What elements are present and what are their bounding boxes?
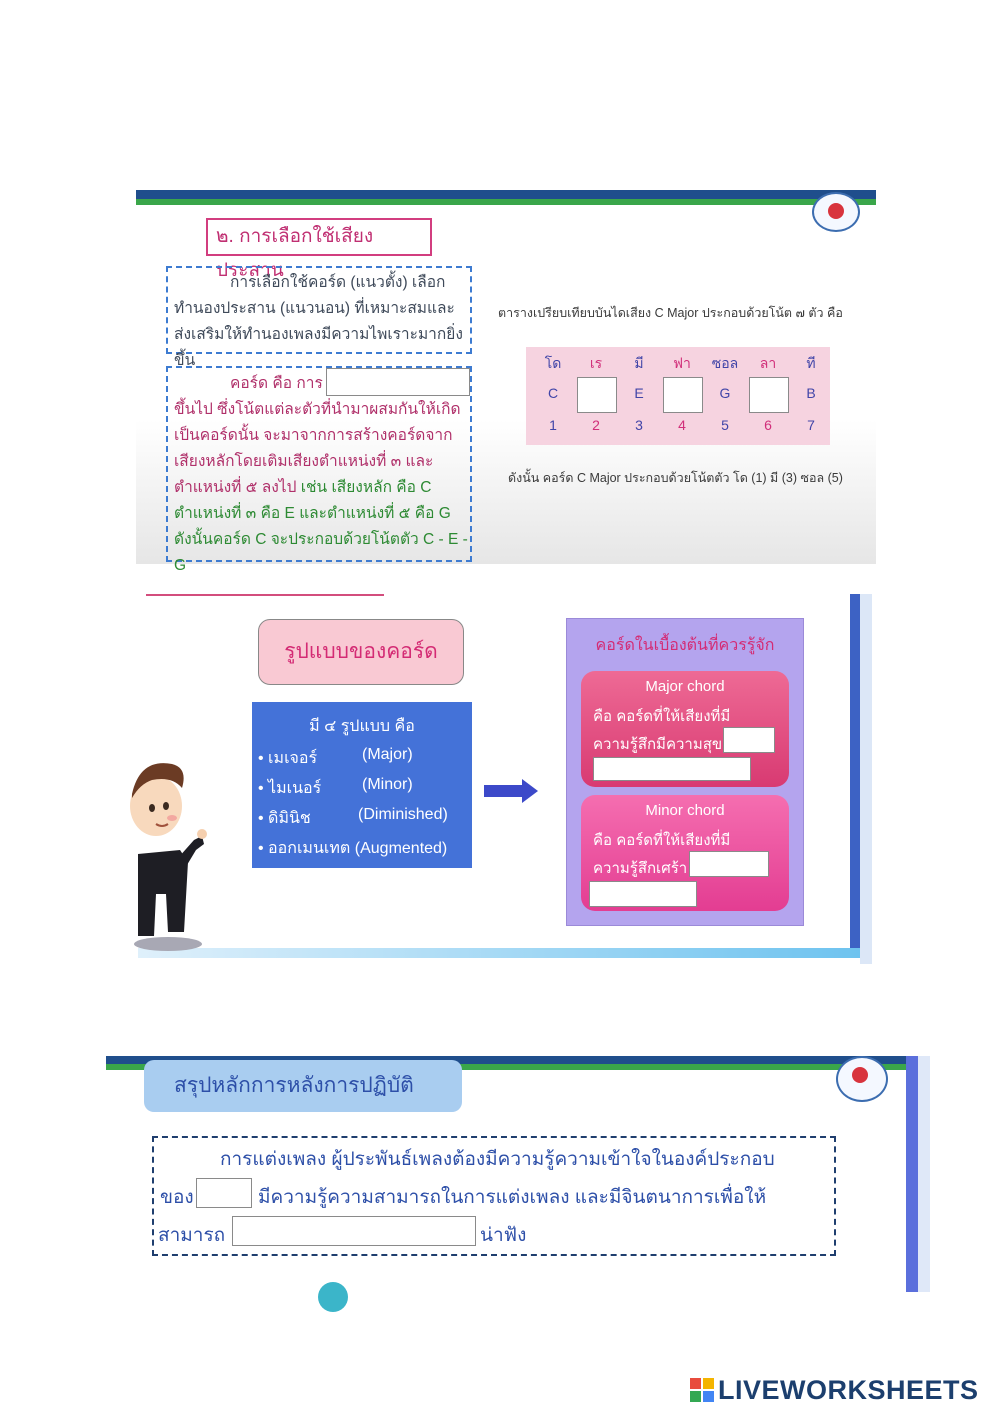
degree-number-3: 3 (635, 417, 643, 433)
harmony-text: การเลือกใช้คอร์ด (แนวตั้ง) เลือกทำนองประสาน (แนวนอน) ที่เหมาะสมและส่งเสริมให้ทำนองเพลงมีความไพเราะมากยิ่งขึ้น (174, 274, 463, 369)
answer-blank-scale-6[interactable] (749, 377, 789, 413)
thai-note-5: ซอล (711, 355, 739, 371)
minor-desc-line1: คือ คอร์ดที่ให้เสียงที่มี (593, 832, 731, 849)
header-band-blue (136, 190, 876, 199)
school-logo-icon (812, 192, 860, 232)
chord-types-list (252, 702, 472, 868)
thai-note-7: ที (806, 355, 816, 371)
type-minor-th: • ไมเนอร์ (258, 780, 322, 797)
chord-types-title: รูปแบบของคอร์ด (258, 619, 464, 685)
basic-chords-panel (566, 618, 804, 926)
chord-definition-text (174, 371, 468, 579)
major-chord-card (581, 671, 789, 787)
thai-note-3: มี (634, 355, 644, 371)
liveworksheets-wordmark: LIVEWORKSHEETS (718, 1374, 979, 1405)
minor-chord-card (581, 795, 789, 911)
definition-box-harmony (166, 266, 472, 369)
letter-note-3: E (634, 385, 644, 401)
slide-chord-types (138, 594, 872, 964)
chord-definition-rest: ขึ้นไป ซึ่งโน้ตแต่ละตัวที่นำมาผสมกันให้เกิดเป็นคอร์ดนั้น จะมาจากการสร้างคอร์ดจากเสียงหลักโดยเติมเสียงตำแหน่งที่ ๓ และตำแหน่งที่ ๕ ลงไป (174, 401, 461, 496)
summary-line-1: การแต่งเพลง ผู้ประพันธ์เพลงต้องมีความรู้ความเข้าใจในองค์ประกอบ (220, 1149, 775, 1170)
thai-note-2: เร (589, 355, 603, 371)
minor-chord-name: Minor chord (645, 802, 725, 819)
frame-bottom (138, 948, 860, 958)
chord-definition-start: คอร์ด คือ การ (230, 375, 323, 392)
frame-edge (906, 1056, 918, 1292)
type-augmented-en: (Augmented) (354, 840, 448, 857)
summary-box (152, 1136, 836, 1256)
minor-desc-line2: ความรู้สึกเศร้า (593, 860, 688, 877)
type-augmented-th: • ออกเมนเทต (258, 840, 351, 857)
slide-chord-selection (136, 190, 876, 574)
summary-line-2b: มีความรู้ความสามารถในการแต่งเพลง และมีจินตนาการเพื่อให้ (258, 1187, 767, 1208)
degree-number-1: 1 (549, 417, 557, 433)
summary-title: สรุปหลักการหลังการปฏิบัติ (144, 1060, 462, 1112)
c-major-summary: ดังนั้น คอร์ด C Major ประกอบด้วยโน้ตตัว โด (1) มี (3) ซอล (5) (508, 471, 843, 485)
answer-blank-summary-1[interactable] (196, 1178, 252, 1208)
thai-note-1: โด (544, 355, 562, 371)
degree-number-5: 5 (721, 417, 729, 433)
type-diminished (258, 806, 448, 831)
letter-note-7: B (806, 385, 816, 401)
type-diminished-th: • ดิมินิช (258, 810, 311, 827)
thai-note-4: ฟา (673, 355, 691, 371)
answer-blank-chord-definition[interactable] (326, 368, 470, 396)
chord-types-heading: มี ๔ รูปแบบ คือ (309, 718, 415, 735)
type-major-en: (Major) (362, 746, 413, 763)
section-title: ๒. การเลือกใช้เสียงประสาน (206, 218, 432, 256)
type-major (258, 746, 413, 771)
summary-line-3a: สามารถ (158, 1225, 226, 1246)
frame-edge-light (860, 594, 872, 964)
type-minor (258, 776, 413, 801)
table-caption: ตารางเปรียบเทียบบันไดเสียง C Major ประกอบด้วยโน้ต ๗ ตัว คือ (498, 306, 843, 320)
answer-blank-scale-4[interactable] (663, 377, 703, 413)
degree-number-4: 4 (678, 417, 686, 433)
header-band-green (136, 199, 876, 205)
type-major-th: • เมเจอร์ (258, 750, 318, 767)
degree-number-7: 7 (807, 417, 815, 433)
major-chord-name: Major chord (645, 678, 725, 695)
letter-note-1: C (547, 385, 559, 401)
top-divider (146, 594, 384, 596)
answer-blank-summary-2[interactable] (232, 1216, 476, 1246)
type-augmented (258, 836, 447, 861)
summary-line-3b: น่าฟัง (480, 1225, 527, 1246)
basic-chords-title: คอร์ดในเบื้องต้นที่ควรรู้จัก (595, 637, 775, 654)
frame-edge-light (918, 1056, 930, 1292)
cartoon-teacher-icon (138, 754, 210, 954)
answer-blank-major-1[interactable] (723, 727, 775, 753)
frame-edge (850, 594, 860, 950)
type-diminished-en: (Diminished) (358, 806, 448, 823)
liveworksheets-logo[interactable] (690, 1374, 979, 1406)
summary-line-2a: ของ (160, 1187, 194, 1208)
type-minor-en: (Minor) (362, 776, 413, 793)
answer-blank-minor-2[interactable] (589, 881, 697, 907)
thai-note-6: ลา (759, 355, 777, 371)
degree-number-6: 6 (764, 417, 772, 433)
slide-summary (106, 1056, 930, 1292)
definition-box-chord (166, 366, 472, 574)
school-logo-icon (836, 1056, 888, 1102)
chord-example: เช่น เสียงหลัก คือ C ตำแหน่งที่ ๓ คือ E และตำแหน่งที่ ๕ คือ G ดังนั้นคอร์ด C จะประกอบด้วยโน้ตตัว C - E - G (174, 479, 468, 574)
major-desc-line2: ความรู้สึกมีความสุข (593, 736, 723, 753)
c-major-scale-table (526, 347, 830, 445)
answer-blank-minor-1[interactable] (689, 851, 769, 877)
letter-note-5: G (719, 385, 731, 401)
degree-number-2: 2 (592, 417, 600, 433)
answer-blank-major-2[interactable] (593, 757, 751, 781)
decorative-bubble (318, 1282, 348, 1312)
major-desc-line1: คือ คอร์ดที่ให้เสียงที่มี (593, 708, 731, 725)
liveworksheets-mark-icon (690, 1378, 714, 1402)
answer-blank-scale-2[interactable] (577, 377, 617, 413)
